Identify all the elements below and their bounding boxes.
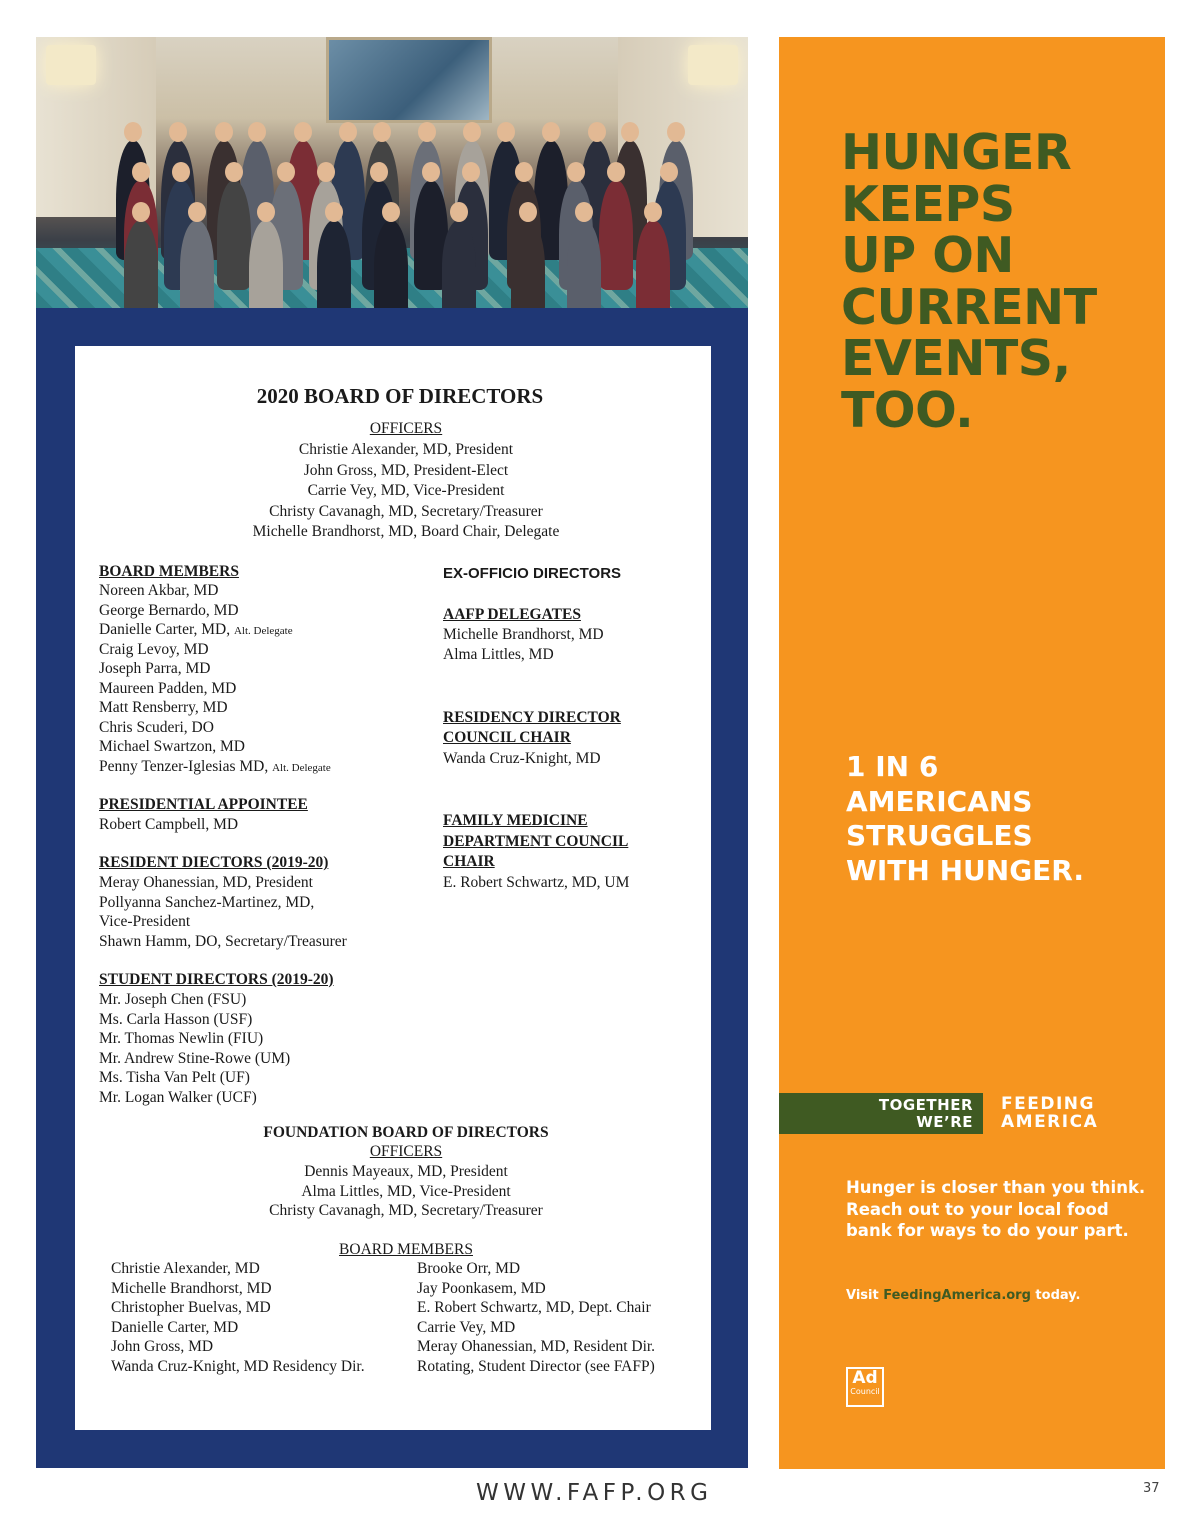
board-member: Michael Swartzon, MD: [99, 738, 245, 755]
footer-url: WWW.FAFP.ORG: [476, 1480, 713, 1506]
residency-heading: RESIDENCY DIRECTOR COUNCIL CHAIR: [443, 709, 621, 746]
aafp-list: [443, 625, 604, 664]
officer: Carrie Vey, MD, Vice-President: [307, 482, 505, 500]
student-director: Mr. Andrew Stine-Rowe (UM): [99, 1049, 291, 1067]
board-member: Chris Scuderi, DO: [99, 718, 214, 736]
resident-director: Pollyanna Sanchez-Martinez, MD,: [99, 893, 315, 911]
feeding-america-ad: [779, 37, 1165, 1469]
foundation-member: Wanda Cruz-Knight, MD Residency Dir.: [111, 1357, 365, 1375]
aafp-delegate: Michelle Brandhorst, MD: [443, 626, 604, 643]
family-chair: E. Robert Schwartz, MD, UM: [443, 874, 630, 891]
foundation-member: E. Robert Schwartz, MD, Dept. Chair: [417, 1299, 651, 1316]
board-member: Craig Levoy, MD: [99, 640, 209, 658]
student-director: Mr. Thomas Newlin (FIU): [99, 1030, 264, 1047]
board-members-heading: BOARD MEMBERS: [99, 563, 239, 580]
foundation-officer: Christy Cavanagh, MD, Secretary/Treasurer: [269, 1202, 543, 1219]
student-heading: STUDENT DIRECTORS (2019-20): [99, 971, 334, 988]
presidential-heading: PRESIDENTIAL APPOINTEE: [99, 796, 308, 813]
foundation-member: Christie Alexander, MD: [111, 1260, 260, 1277]
officer: Christie Alexander, MD, President: [298, 441, 514, 458]
board-member: Matt Rensberry, MD: [99, 699, 228, 716]
board-member: Noreen Akbar, MD: [99, 582, 219, 599]
foundation-member: Michelle Brandhorst, MD: [111, 1279, 272, 1297]
officer: Michelle Brandhorst, MD, Board Chair, Delegate: [252, 523, 560, 541]
ad-visit: Visit FeedingAmerica.org today.: [846, 1288, 1081, 1303]
board-member: George Bernardo, MD: [99, 601, 239, 619]
foundation-officer: Dennis Mayeaux, MD, President: [304, 1163, 508, 1180]
board-member: Joseph Parra, MD: [99, 660, 211, 677]
family-heading: FAMILY MEDICINE DEPARTMENT COUNCIL CHAIR: [443, 812, 629, 870]
foundation-members-left: [111, 1259, 365, 1376]
officers-heading: OFFICERS: [369, 420, 443, 437]
foundation-member: Danielle Carter, MD: [111, 1318, 239, 1336]
officer: Christy Cavanagh, MD, Secretary/Treasurer: [269, 502, 543, 520]
foundation-member: John Gross, MD: [111, 1338, 214, 1355]
board-member: Penny Tenzer-Iglesias MD, Alt. Delegate: [99, 757, 331, 775]
foundation-officers-heading: OFFICERS: [369, 1143, 443, 1160]
ad-council-logo: Ad Council: [846, 1367, 884, 1407]
aafp-delegate: Alma Littles, MD: [443, 645, 554, 663]
presidential-appointee: Robert Campbell, MD: [99, 816, 239, 833]
foundation-member: Jay Poonkasem, MD: [417, 1279, 546, 1297]
foundation-members-heading: BOARD MEMBERS: [339, 1241, 473, 1258]
resident-director: Shawn Hamm, DO, Secretary/Treasurer: [99, 932, 347, 950]
foundation-officers-list: [75, 1162, 737, 1221]
feeding-america-link[interactable]: FeedingAmerica.org: [883, 1288, 1031, 1303]
officers-list: [75, 440, 737, 543]
ad-stat: 1 IN 6 AMERICANS STRUGGLES WITH HUNGER.: [846, 750, 1085, 887]
foundation-member: Rotating, Student Director (see FAFP): [417, 1357, 655, 1375]
board-member: Danielle Carter, MD, Alt. Delegate: [99, 621, 293, 638]
board-members-list: [99, 581, 331, 776]
resident-director: Meray Ohanessian, MD, President: [99, 874, 313, 891]
board-member: Maureen Padden, MD: [99, 679, 237, 697]
ad-body: Hunger is closer than you think. Reach out to your local food bank for ways to do your part.: [846, 1178, 1146, 1240]
board-title: 2020 BOARD OF DIRECTORS: [256, 384, 544, 408]
foundation-member: Carrie Vey, MD: [417, 1318, 516, 1336]
student-director: Ms. Tisha Van Pelt (UF): [99, 1069, 250, 1086]
together-bar: TOGETHER WE’RE: [779, 1093, 983, 1134]
foundation-member: Christopher Buelvas, MD: [111, 1299, 271, 1316]
resident-list: [99, 873, 347, 951]
foundation-officer: Alma Littles, MD, Vice-President: [301, 1182, 511, 1200]
page-number: 37: [1143, 1481, 1160, 1496]
foundation-member: Meray Ohanessian, MD, Resident Dir.: [417, 1338, 656, 1355]
officer: John Gross, MD, President-Elect: [303, 461, 509, 479]
student-director: Mr. Logan Walker (UCF): [99, 1088, 257, 1106]
feeding-america-logo: FEEDING AMERICA: [1001, 1094, 1099, 1132]
foundation-member: Brooke Orr, MD: [417, 1260, 521, 1277]
resident-director: Vice-President: [99, 913, 191, 930]
ad-headline: HUNGER KEEPS UP ON CURRENT EVENTS, TOO.: [841, 124, 1097, 439]
foundation-members-right: [417, 1259, 655, 1376]
aafp-heading: AAFP DELEGATES: [443, 606, 581, 623]
student-director: Ms. Carla Hasson (USF): [99, 1010, 253, 1028]
resident-heading: RESIDENT DIECTORS (2019-20): [99, 854, 329, 871]
student-list: [99, 990, 290, 1107]
student-director: Mr. Joseph Chen (FSU): [99, 991, 247, 1008]
group-photo: [36, 37, 748, 308]
foundation-title: FOUNDATION BOARD OF DIRECTORS: [263, 1124, 549, 1141]
exofficio-heading: EX-OFFICIO DIRECTORS: [443, 565, 622, 582]
residency-chair: Wanda Cruz-Knight, MD: [443, 750, 601, 767]
